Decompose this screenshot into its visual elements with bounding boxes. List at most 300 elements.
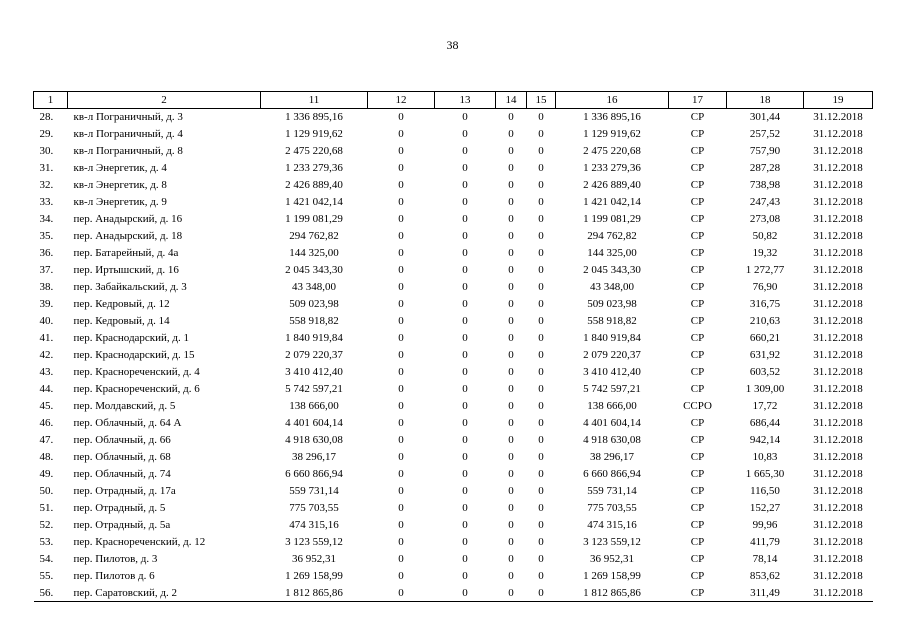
row-number: 44. (39, 383, 54, 395)
col-15-value: 0 (538, 230, 544, 242)
col-15-value: 0 (538, 162, 544, 174)
col-11-value: 1 336 895,16 (285, 111, 343, 124)
col-16-value: 509 023,98 (587, 298, 637, 310)
col-15-value: 0 (538, 417, 544, 429)
col-18-value: 210,63 (749, 315, 781, 327)
col-17-value: СР (690, 281, 705, 293)
col-19-value: 31.12.2018 (813, 230, 863, 242)
col-16-value: 1 199 081,29 (583, 213, 641, 225)
col-18-value: 247,43 (749, 196, 781, 208)
row-number: 52. (39, 519, 54, 531)
col-18-value: 76,90 (752, 281, 778, 293)
col-14-value: 0 (508, 366, 514, 378)
address: пер. Краснодарский, д. 15 (73, 349, 195, 361)
data-table (33, 91, 873, 602)
row-number: 33. (39, 196, 54, 208)
col-13-value: 0 (462, 536, 468, 548)
col-18-value: 631,92 (749, 349, 781, 361)
col-16-value: 558 918,82 (587, 315, 637, 327)
col-18-value: 19,32 (752, 247, 778, 259)
col-16-value: 36 952,31 (590, 553, 634, 565)
col-13-value: 0 (435, 585, 496, 602)
row-number: 37. (39, 264, 54, 276)
col-14-value: 0 (508, 145, 514, 157)
col-15-value: 0 (538, 434, 544, 446)
col-15-value: 0 (538, 519, 544, 531)
header-row (34, 92, 873, 109)
row-number: 29. (39, 128, 54, 140)
col-12-value: 0 (398, 502, 404, 514)
col-13-value: 0 (462, 111, 468, 124)
col-18-value: 686,44 (749, 417, 781, 429)
col-17-value: СР (669, 585, 727, 602)
address: кв-л Энергетик, д. 4 (73, 162, 167, 174)
col-13-value: 0 (462, 570, 468, 582)
column-header-11: 11 (261, 92, 368, 109)
table-row (34, 534, 873, 551)
col-15-value: 0 (538, 570, 544, 582)
col-15-value: 0 (538, 451, 544, 463)
col-19-value: 31.12.2018 (813, 281, 863, 293)
col-15-value: 0 (538, 179, 544, 191)
row-number: 35. (39, 230, 54, 242)
row-number: 49. (39, 468, 54, 480)
col-19-value: 31.12.2018 (804, 585, 873, 602)
col-15-value: 0 (527, 585, 556, 602)
col-13-value: 0 (462, 349, 468, 361)
col-16-value: 6 660 866,94 (583, 468, 641, 480)
address: кв-л Пограничный, д. 3 (73, 111, 183, 124)
table-body (34, 109, 873, 602)
row-number: 30. (39, 145, 54, 157)
col-14-value: 0 (508, 349, 514, 361)
col-11-value: 1 840 919,84 (285, 332, 343, 344)
col-17-value: СР (690, 247, 705, 259)
col-19-value: 31.12.2018 (813, 145, 863, 157)
col-18-value: 853,62 (749, 570, 781, 582)
row-number: 40. (39, 315, 54, 327)
col-13-value: 0 (462, 502, 468, 514)
col-17-value: СР (690, 298, 705, 310)
col-18-value: 1 309,00 (745, 383, 785, 395)
col-17-value: СР (690, 383, 705, 395)
col-12-value: 0 (398, 247, 404, 259)
col-17-value: ССРО (683, 400, 712, 412)
col-14-value: 0 (508, 468, 514, 480)
address: кв-л Пограничный, д. 4 (73, 128, 183, 140)
col-12-value: 0 (398, 111, 404, 124)
col-13-value: 0 (462, 485, 468, 497)
address: пер. Облачный, д. 64 А (73, 417, 182, 429)
col-14-value: 0 (508, 400, 514, 412)
col-12-value: 0 (398, 196, 404, 208)
col-16-value: 38 296,17 (590, 451, 634, 463)
col-14-value: 0 (508, 434, 514, 446)
address: пер. Краснореченский, д. 4 (73, 366, 200, 378)
col-16-value: 474 315,16 (587, 519, 637, 531)
table-row (34, 483, 873, 500)
address: пер. Иртышский, д. 16 (73, 264, 179, 276)
col-19-value: 31.12.2018 (813, 570, 863, 582)
col-13-value: 0 (462, 298, 468, 310)
col-17-value: СР (690, 553, 705, 565)
table-row (34, 517, 873, 534)
col-14-value: 0 (508, 502, 514, 514)
col-19-value: 31.12.2018 (813, 553, 863, 565)
col-18-value: 316,75 (749, 298, 781, 310)
col-11-value: 474 315,16 (289, 519, 339, 531)
col-19-value: 31.12.2018 (813, 400, 863, 412)
row-number: 43. (39, 366, 54, 378)
column-header-13: 13 (435, 92, 496, 109)
col-15-value: 0 (538, 298, 544, 310)
column-header-2: 2 (68, 92, 261, 109)
address: пер. Отрадный, д. 5а (73, 519, 171, 531)
col-17-value: СР (690, 145, 705, 157)
col-14-value: 0 (508, 553, 514, 565)
address: пер. Краснореченский, д. 6 (73, 383, 200, 395)
col-17-value: СР (690, 536, 705, 548)
col-13-value: 0 (462, 145, 468, 157)
col-17-value: СР (690, 349, 705, 361)
col-16-value: 2 426 889,40 (583, 179, 641, 191)
col-17-value: СР (690, 179, 705, 191)
col-13-value: 0 (462, 451, 468, 463)
row-number: 51. (39, 502, 54, 514)
col-15-value: 0 (538, 196, 544, 208)
col-18-value: 10,83 (752, 451, 778, 463)
col-16-value: 2 045 343,30 (583, 264, 641, 276)
col-19-value: 31.12.2018 (813, 128, 863, 140)
col-11-value: 294 762,82 (289, 230, 339, 242)
table-row (34, 211, 873, 228)
table-row (34, 245, 873, 262)
col-14-value: 0 (508, 298, 514, 310)
col-12-value: 0 (398, 383, 404, 395)
col-19-value: 31.12.2018 (813, 366, 863, 378)
column-header-1: 1 (34, 92, 68, 109)
page-number: 38 (446, 38, 459, 52)
col-12-value: 0 (398, 230, 404, 242)
address: пер. Кедровый, д. 12 (73, 298, 170, 310)
col-18-value: 301,44 (749, 111, 781, 124)
table-row (34, 500, 873, 517)
col-13-value: 0 (462, 468, 468, 480)
col-12-value: 0 (398, 485, 404, 497)
col-19-value: 31.12.2018 (813, 264, 863, 276)
col-18-value: 273,08 (749, 213, 781, 225)
row-number: 36. (39, 247, 54, 259)
col-16-value: 5 742 597,21 (583, 383, 641, 395)
col-14-value: 0 (508, 315, 514, 327)
col-19-value: 31.12.2018 (813, 196, 863, 208)
col-19-value: 31.12.2018 (813, 519, 863, 531)
col-14-value: 0 (508, 570, 514, 582)
col-17-value: СР (690, 264, 705, 276)
col-19-value: 31.12.2018 (813, 332, 863, 344)
row-number: 54. (39, 553, 54, 565)
col-13-value: 0 (462, 128, 468, 140)
col-18-value: 99,96 (752, 519, 778, 531)
col-12-value: 0 (398, 570, 404, 582)
address: кв-л Энергетик, д. 8 (73, 179, 167, 191)
col-15-value: 0 (538, 468, 544, 480)
table-row (34, 415, 873, 432)
col-19-value: 31.12.2018 (813, 247, 863, 259)
col-13-value: 0 (462, 434, 468, 446)
table-row (34, 313, 873, 330)
row-number: 31. (39, 162, 54, 174)
col-15-value: 0 (538, 315, 544, 327)
column-header-17: 17 (669, 92, 727, 109)
col-16-value: 2 475 220,68 (583, 145, 641, 157)
col-15-value: 0 (538, 264, 544, 276)
col-18-value: 660,21 (749, 332, 781, 344)
row-number: 47. (39, 434, 54, 446)
col-15-value: 0 (538, 128, 544, 140)
row-number: 42. (39, 349, 54, 361)
col-18-value: 1 272,77 (745, 264, 785, 276)
col-11-value: 1 199 081,29 (285, 213, 343, 225)
table-row (34, 568, 873, 585)
col-19-value: 31.12.2018 (813, 502, 863, 514)
table-row (34, 194, 873, 211)
col-18-value: 257,52 (749, 128, 781, 140)
address: пер. Пилотов д. 6 (73, 570, 155, 582)
col-11-value: 1 233 279,36 (285, 162, 343, 174)
col-18-value: 287,28 (749, 162, 781, 174)
row-number: 38. (39, 281, 54, 293)
col-17-value: СР (690, 468, 705, 480)
col-11-value: 775 703,55 (289, 502, 339, 514)
col-17-value: СР (690, 213, 705, 225)
col-17-value: СР (690, 315, 705, 327)
row-number: 39. (39, 298, 54, 310)
col-17-value: СР (690, 128, 705, 140)
col-17-value: СР (690, 417, 705, 429)
col-11-value: 1 812 865,86 (261, 585, 368, 602)
row-number: 50. (39, 485, 54, 497)
row-number: 46. (39, 417, 54, 429)
col-11-value: 2 079 220,37 (285, 349, 343, 361)
col-13-value: 0 (462, 264, 468, 276)
row-number: 55. (39, 570, 54, 582)
col-14-value: 0 (508, 485, 514, 497)
col-12-value: 0 (398, 434, 404, 446)
col-12-value: 0 (398, 417, 404, 429)
col-17-value: СР (690, 332, 705, 344)
col-11-value: 38 296,17 (292, 451, 336, 463)
col-11-value: 144 325,00 (289, 247, 339, 259)
col-19-value: 31.12.2018 (813, 315, 863, 327)
col-18-value: 738,98 (749, 179, 781, 191)
table-row (34, 296, 873, 313)
col-13-value: 0 (462, 196, 468, 208)
table-row (34, 126, 873, 143)
col-12-value: 0 (368, 585, 435, 602)
address: пер. Отрадный, д. 5 (73, 502, 166, 514)
col-11-value: 5 742 597,21 (285, 383, 343, 395)
column-header-19: 19 (804, 92, 873, 109)
col-18-value: 603,52 (749, 366, 781, 378)
col-12-value: 0 (398, 400, 404, 412)
col-13-value: 0 (462, 179, 468, 191)
col-17-value: СР (690, 519, 705, 531)
col-11-value: 2 426 889,40 (285, 179, 343, 191)
col-18-value: 17,72 (752, 400, 778, 412)
col-14-value: 0 (508, 179, 514, 191)
address: пер. Облачный, д. 74 (73, 468, 171, 480)
table-row (34, 143, 873, 160)
table-row (34, 449, 873, 466)
col-14-value: 0 (508, 264, 514, 276)
address: кв-л Энергетик, д. 9 (73, 196, 167, 208)
col-16-value: 1 421 042,14 (583, 196, 641, 208)
col-11-value: 1 421 042,14 (285, 196, 343, 208)
col-12-value: 0 (398, 332, 404, 344)
col-19-value: 31.12.2018 (813, 162, 863, 174)
col-17-value: СР (690, 434, 705, 446)
col-16-value: 138 666,00 (587, 400, 637, 412)
col-11-value: 2 045 343,30 (285, 264, 343, 276)
address: пер. Молдавский, д. 5 (73, 400, 176, 412)
col-12-value: 0 (398, 519, 404, 531)
col-12-value: 0 (398, 162, 404, 174)
col-14-value: 0 (508, 128, 514, 140)
col-14-value: 0 (508, 162, 514, 174)
col-12-value: 0 (398, 213, 404, 225)
col-16-value: 559 731,14 (587, 485, 637, 497)
col-15-value: 0 (538, 213, 544, 225)
col-18-value: 942,14 (749, 434, 781, 446)
col-12-value: 0 (398, 145, 404, 157)
col-17-value: СР (690, 162, 705, 174)
col-14-value: 0 (508, 247, 514, 259)
col-14-value: 0 (508, 196, 514, 208)
col-12-value: 0 (398, 451, 404, 463)
address: пер. Кедровый, д. 14 (73, 315, 170, 327)
col-19-value: 31.12.2018 (813, 298, 863, 310)
row-number: 56. (34, 585, 68, 602)
col-12-value: 0 (398, 468, 404, 480)
col-12-value: 0 (398, 128, 404, 140)
col-15-value: 0 (538, 332, 544, 344)
col-17-value: СР (690, 230, 705, 242)
col-17-value: СР (690, 111, 705, 124)
col-17-value: СР (690, 366, 705, 378)
col-19-value: 31.12.2018 (813, 485, 863, 497)
row-number: 34. (39, 213, 54, 225)
address: кв-л Пограничный, д. 8 (73, 145, 183, 157)
col-14-value: 0 (508, 332, 514, 344)
col-13-value: 0 (462, 519, 468, 531)
col-19-value: 31.12.2018 (813, 451, 863, 463)
address: пер. Забайкальский, д. 3 (73, 281, 187, 293)
col-11-value: 36 952,31 (292, 553, 336, 565)
address: пер. Батарейный, д. 4а (73, 247, 179, 259)
col-12-value: 0 (398, 315, 404, 327)
table-row (34, 381, 873, 398)
col-17-value: СР (690, 570, 705, 582)
column-header-16: 16 (556, 92, 669, 109)
col-16-value: 1 129 919,62 (583, 128, 641, 140)
col-11-value: 43 348,00 (292, 281, 336, 293)
col-11-value: 138 666,00 (289, 400, 339, 412)
col-12-value: 0 (398, 281, 404, 293)
col-13-value: 0 (462, 400, 468, 412)
col-11-value: 4 918 630,08 (285, 434, 343, 446)
col-11-value: 509 023,98 (289, 298, 339, 310)
col-16-value: 43 348,00 (590, 281, 634, 293)
col-15-value: 0 (538, 485, 544, 497)
row-number: 41. (39, 332, 54, 344)
col-14-value: 0 (508, 383, 514, 395)
col-14-value: 0 (508, 417, 514, 429)
table-row (34, 585, 873, 602)
col-13-value: 0 (462, 332, 468, 344)
col-17-value: СР (690, 196, 705, 208)
col-11-value: 3 123 559,12 (285, 536, 343, 548)
col-13-value: 0 (462, 366, 468, 378)
col-19-value: 31.12.2018 (813, 383, 863, 395)
col-13-value: 0 (462, 247, 468, 259)
col-12-value: 0 (398, 179, 404, 191)
col-17-value: СР (690, 502, 705, 514)
row-number: 32. (39, 179, 54, 191)
col-18-value: 78,14 (752, 553, 778, 565)
col-11-value: 1 269 158,99 (285, 570, 343, 582)
table-row (34, 398, 873, 415)
address: пер. Облачный, д. 68 (73, 451, 171, 463)
col-15-value: 0 (538, 502, 544, 514)
col-15-value: 0 (538, 553, 544, 565)
table-row (34, 279, 873, 296)
col-16-value: 3 123 559,12 (583, 536, 641, 548)
col-14-value: 0 (508, 281, 514, 293)
table-row (34, 228, 873, 245)
table-row (34, 551, 873, 568)
table-row (34, 160, 873, 177)
row-number: 48. (39, 451, 54, 463)
col-16-value: 294 762,82 (587, 230, 637, 242)
col-13-value: 0 (462, 417, 468, 429)
table-row (34, 432, 873, 449)
col-13-value: 0 (462, 230, 468, 242)
col-15-value: 0 (538, 366, 544, 378)
col-15-value: 0 (538, 281, 544, 293)
col-18-value: 50,82 (752, 230, 778, 242)
col-15-value: 0 (538, 400, 544, 412)
col-15-value: 0 (538, 349, 544, 361)
col-14-value: 0 (496, 585, 527, 602)
table-row (34, 177, 873, 194)
col-19-value: 31.12.2018 (813, 213, 863, 225)
col-12-value: 0 (398, 536, 404, 548)
col-13-value: 0 (462, 315, 468, 327)
col-18-value: 311,49 (727, 585, 804, 602)
col-18-value: 116,50 (750, 485, 780, 497)
col-11-value: 3 410 412,40 (285, 366, 343, 378)
col-17-value: СР (690, 485, 705, 497)
col-19-value: 31.12.2018 (813, 111, 863, 124)
column-header-12: 12 (368, 92, 435, 109)
row-number: 28. (39, 111, 54, 124)
col-19-value: 31.12.2018 (813, 536, 863, 548)
table-row (34, 466, 873, 483)
col-16-value: 1 840 919,84 (583, 332, 641, 344)
col-11-value: 559 731,14 (289, 485, 339, 497)
col-16-value: 4 401 604,14 (583, 417, 641, 429)
